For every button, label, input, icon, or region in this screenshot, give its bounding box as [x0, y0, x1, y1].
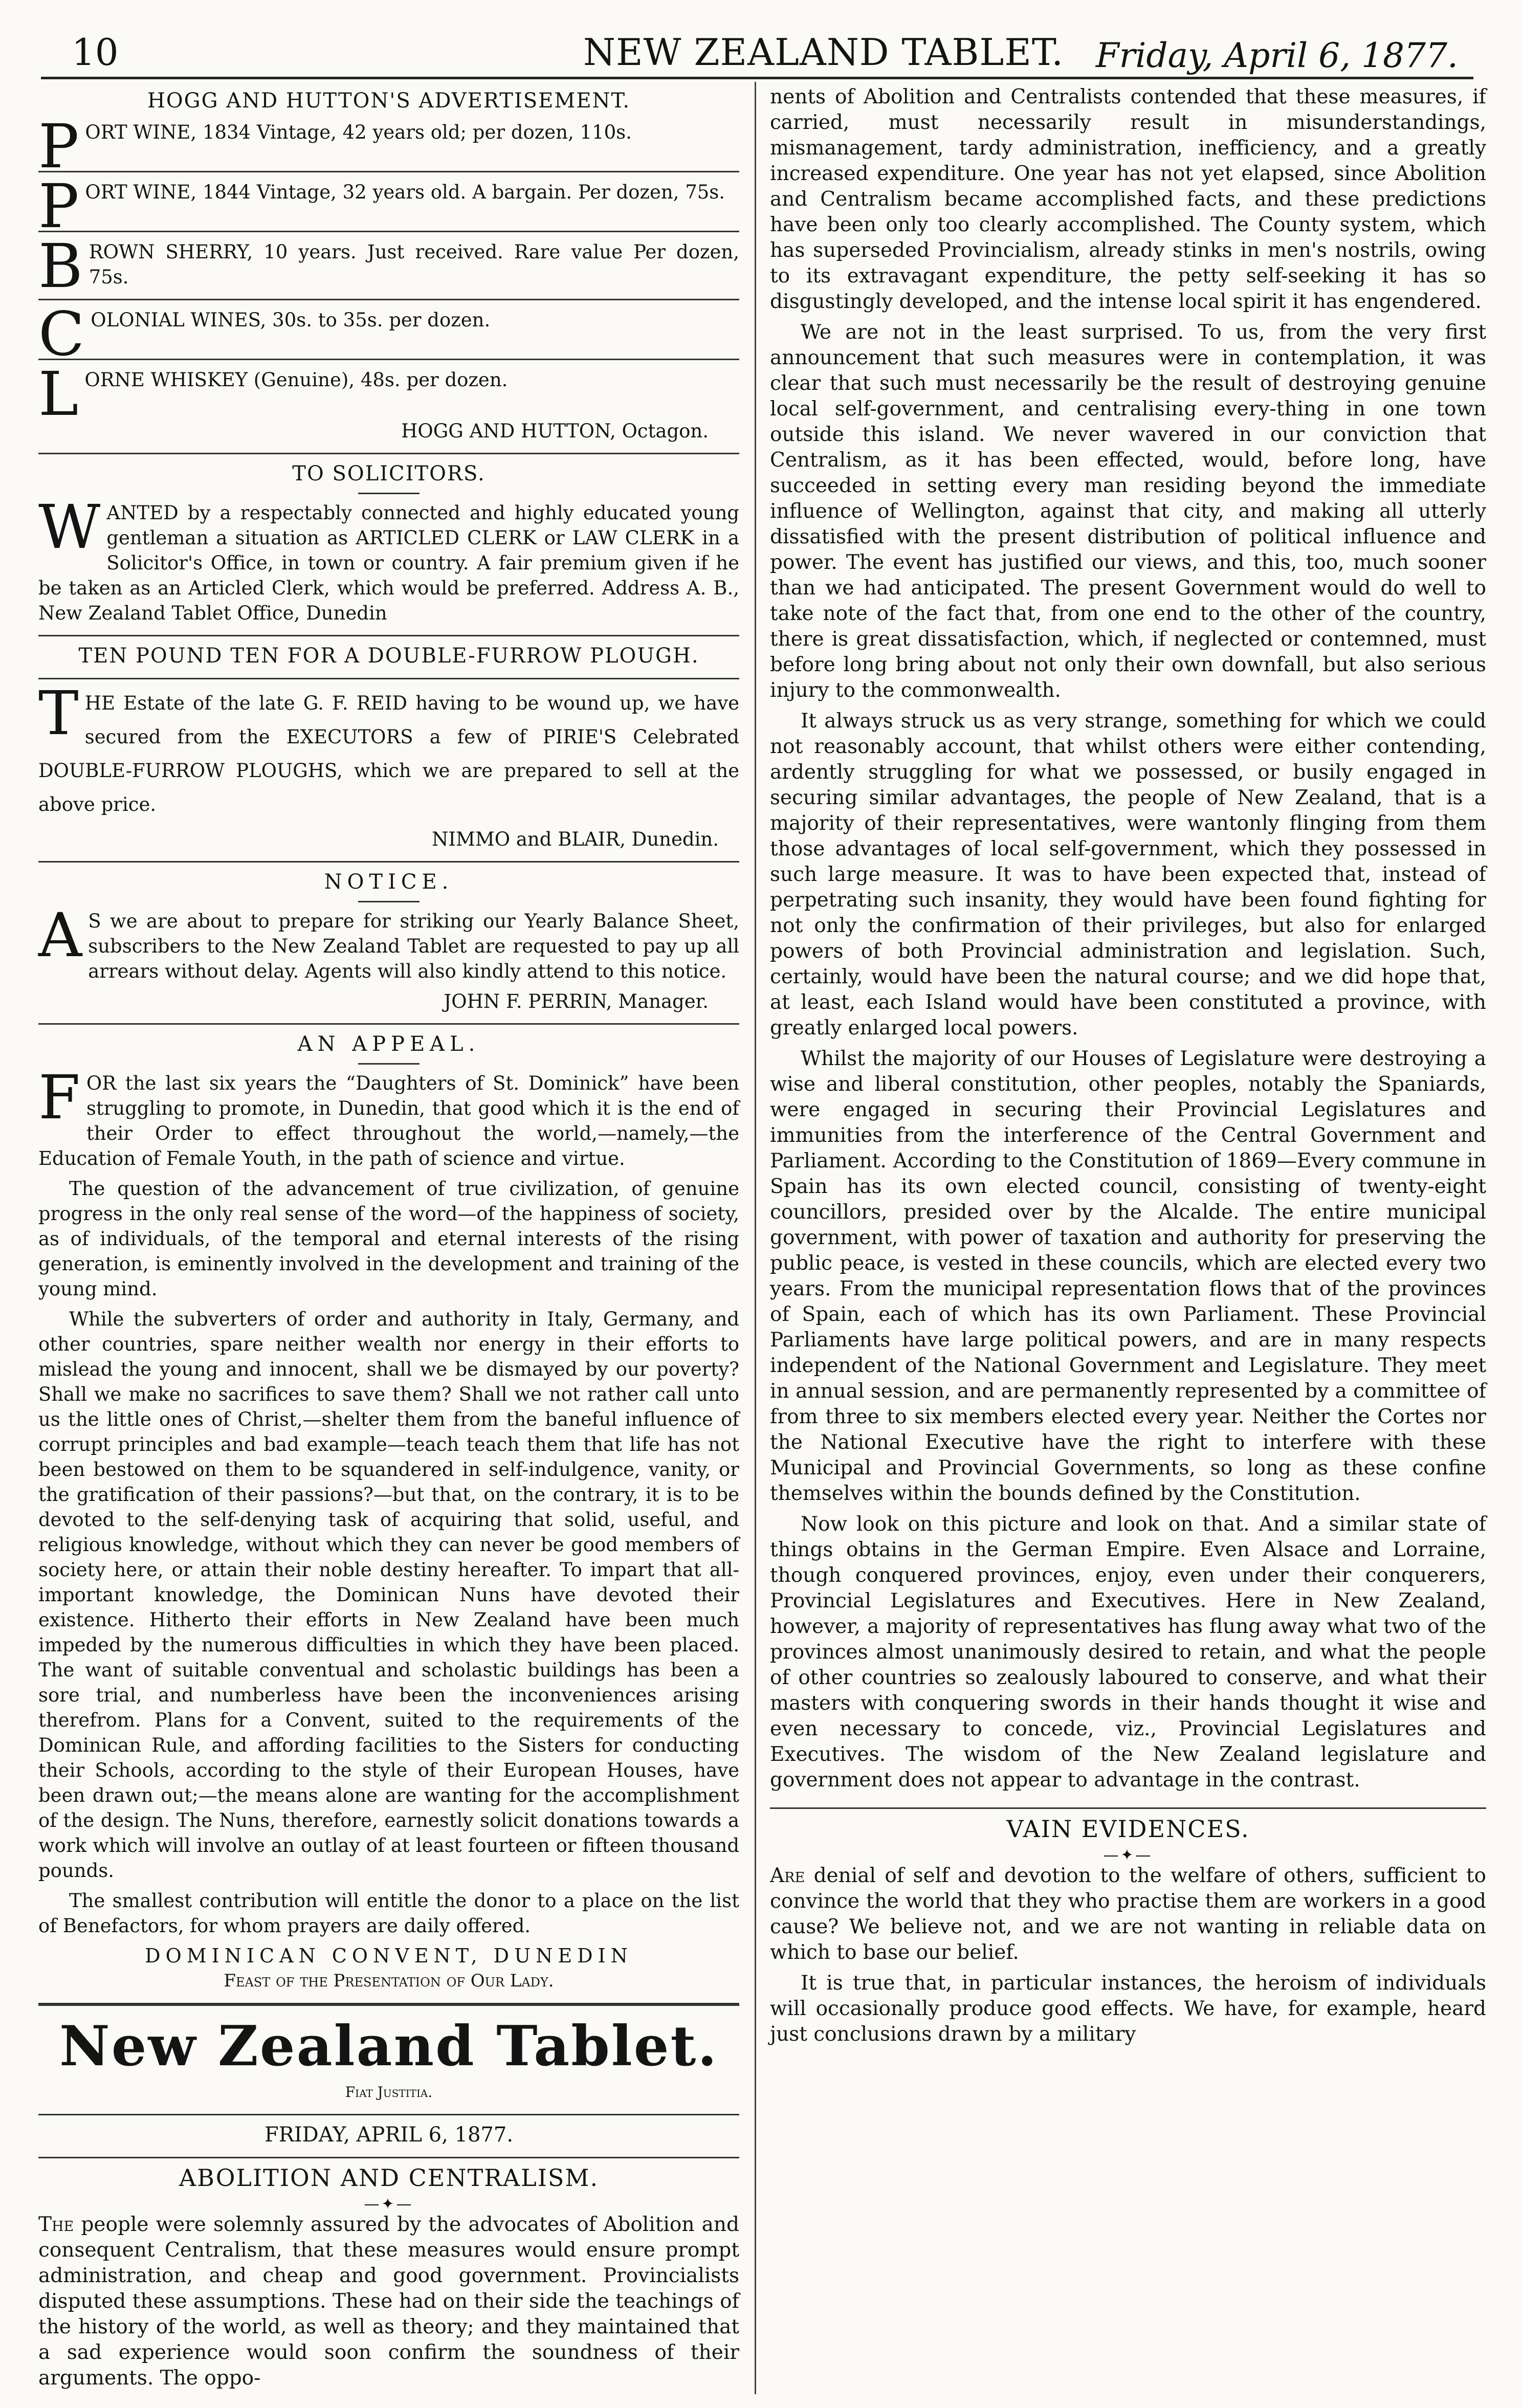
divider: [38, 861, 739, 863]
short-rule: [358, 493, 420, 494]
editorial-paragraph: We are not in the least surprised. To us, from the very first announcement that such measures were in contemplation, it was clear that such must necessarily be the result of destroying genuine local self-government, and centralising every-thing in one town outside this island. We never wavered in our conviction that Centralism, as it has been effected, would, before long, have succeeded in setting every man residing beyond the immediate influence of Wellington, against that city, and making all utterly dissatisfied with the present distribution of political influence and power. The event has justified our views, and this, too, much sooner than we had anticipated. The present Government would do well to take note of the fact that, from one end to the other of the country, there is great dissatisfaction, which, if neglected or contemned, must before long bring about not only their own downfall, but also serious injury to the commonwealth.: [770, 321, 1486, 702]
appeal-title: AN APPEAL.: [297, 1032, 480, 1056]
divider: [38, 1023, 739, 1025]
motto: Fiat Justitia.: [345, 2084, 433, 2101]
header-rule: [41, 77, 1473, 79]
divider: [38, 453, 739, 454]
appeal-signature: DOMINICAN CONVENT, DUNEDIN: [145, 1945, 633, 1967]
plough-ad: THE Estate of the late G. F. REID having to be wound up, we have secured from the EXECUTORS a few of PIRIE'S Celebrated DOUBLE-FURROW PLOUGHS, which we are prepared to sell at the above price.: [38, 678, 739, 815]
editorial-paragraph: nents of Abolition and Centralists contended that these measures, if carried, must necessarily result in misunderstandings, mismanagement, tardy administration, inefficiency, and a greatly increased expenditure. One year has not yet elapsed, since Abolition and Centralism became accomplished facts, and these predictions have been only too clearly accomplished. The County system, which has superseded Provincialism, already stinks in men's nostrils, owing to its extravagant expenditure, the petty self-seeking it has so disgustingly developed, and the intense local spirit it has engendered.: [770, 85, 1486, 313]
left-column: [38, 84, 739, 2396]
divider: [38, 2157, 739, 2158]
notice-title: NOTICE.: [324, 870, 454, 894]
editorial-title: ABOLITION AND CENTRALISM.: [179, 2164, 599, 2192]
wine-item: COLONIAL WINES, 30s. to 35s. per dozen.: [38, 299, 491, 369]
plough-signature: NIMMO and BLAIR, Dunedin.: [432, 828, 719, 850]
short-rule: [358, 1063, 420, 1065]
appeal-paragraph: While the subverters of order and authority in Italy, Germany, and other countries, spare neither wealth nor energy in their efforts to mislead the young and innocent, shall we be dismayed by our poverty? Shall we make no sacrifices to save them? Shall we not rather call unto us the little ones of Christ,—shelter them from the baneful influence of corrupt principles and bad example—teach teach them that life has not been bestowed on them to be squandered in self-indulgence, vanity, or the gratification of their passions?—but that, on the contrary, it is to be devoted to the self-denying task of acquiring that solid, useful, and religious knowledge, without which they can never be good members of society here, or attain their noble destiny hereafter. To impart that all-important knowledge, the Dominican Nuns have devoted their existence. Hitherto their efforts in New Zealand have been much impeded by the numerous difficulties in which they have been placed. The want of suitable conventual and scholastic buildings has been a sore trial, and numberless have been the inconveniences arising therefrom. Plans for a Convent, suited to the requirements of the Dominican Rule, and affording facilities to the Sisters for conducting their Schools, according to the style of their European Houses, have been drawn out;—the means alone are wanting for the accomplishment of the design. The Nuns, therefore, earnestly solicit donations towards a work which will involve an outlay of at least fourteen or fifteen thousand pounds.: [38, 1308, 739, 1882]
appeal-paragraph: FOR the last six years the “Daughters of St. Dominick” have been struggling to promote, in Dunedin, that good which it is the end of their Order to effect throughout the world,—namely,—the Education of Female Youth, in the path of science and virtue.: [38, 1062, 739, 1169]
hogg-signature: HOGG AND HUTTON, Octagon.: [401, 420, 709, 442]
divider: [38, 231, 739, 232]
divider: [38, 2114, 739, 2115]
divider: [38, 171, 739, 172]
editorial-paragraph: Now look on this picture and look on that. And a similar state of things obtains in the German Empire. Even Alsace and Lorraine, though conquered provinces, enjoy, even under their conquerers, Provincial Legislatures and Executives. Here in New Zealand, however, a majority of representatives has flung away what two of the provinces almost unanimously desired to retain, and what the people of other countries so zealously laboured to conserve, and what their masters with conquering swords in their hands thought it wise and even necessary to concede, viz., Provincial Legislatures and Executives. The wisdom of the New Zealand legislature and government does not appear to advantage in the contrast.: [770, 1513, 1486, 1792]
solicitors-title: TO SOLICITORS.: [292, 462, 486, 485]
column-separator: [755, 82, 756, 2394]
notice-signature: JOHN F. PERRIN, Manager.: [444, 990, 709, 1012]
plough-title: TEN POUND TEN FOR A DOUBLE-FURROW PLOUGH.: [78, 644, 699, 668]
wine-item: PORT WINE, 1844 Vintage, 32 years old. A bargain. Per dozen, 75s.: [38, 171, 725, 241]
divider: [770, 1807, 1486, 1809]
notice-text: A S we are about to prepare for striking our Yearly Balance Sheet, subscribers to the New Zealand Tablet are requested to pay up all arrears without delay. Agents will also kindly attend to this notice.: [38, 900, 739, 982]
divider: [38, 299, 739, 300]
issue-date-header: Friday, April 6, 1877.: [1095, 36, 1458, 75]
wine-item: LORNE WHISKEY (Genuine), 48s. per dozen.: [38, 359, 508, 429]
ornament: —✦—: [364, 2195, 414, 2213]
editorial-paragraph: The people were solemnly assured by the advocates of Abolition and consequent Centralism, that these measures would ensure prompt administration, and cheap and good government. Provincialists disputed these assumptions. These had on their side the teachings of the history of the world, as well as theory; and they maintained that a sad experience would soon confirm the soundness of their arguments. The oppo-: [38, 2213, 740, 2390]
page-number: 10: [72, 31, 119, 74]
newspaper-title: NEW ZEALAND TABLET.: [583, 31, 1064, 74]
solicitors-ad: WANTED by a respectably connected and highly educated young gentleman a situation as ARTICLED CLERK or LAW CLERK in a Solicitor's Office, in town or country. A fair premium given if he be taken as an Articled Clerk, which would be preferred. Address A. B., New Zealand Tablet Office, Dunedin: [38, 492, 739, 624]
vain-paragraph: Are denial of self and devotion to the welfare of others, sufficient to convince the world that they who practise them are workers in a good cause? We believe not, and we are not wanting in reliable data on which to base our belief.: [770, 1864, 1486, 1964]
divider: [38, 2003, 739, 2006]
vain-paragraph: It is true that, in particular instances, the heroism of individuals will occasionally produce good effects. We have, for example, heard just conclusions drawn by a military: [770, 1972, 1486, 2046]
vain-evidences-title: VAIN EVIDENCES.: [1006, 1815, 1250, 1843]
ornament: —✦—: [1103, 1846, 1153, 1864]
wine-item: BROWN SHERRY, 10 years. Just received. Rare value Per dozen, 75s.: [38, 231, 739, 301]
divider: [38, 635, 739, 636]
editorial-paragraph: Whilst the majority of our Houses of Legislature were destroying a wise and liberal constitution, other peoples, notably the Spaniards, were engaged in securing their Provincial Legislatures and immunities from the interference of the Central Government and Parliament. According to the Constitution of 1869—Every commune in Spain has its own elected council, consisting of twenty-eight councillors, presided over by the Alcalde. The entire municipal government, with power of taxation and authority for preserving the public peace, is vested in these councils, which are elected every two years. From the municipal representation flows that of the provinces of Spain, each of which has its own Parliament. These Provincial Parliaments have large political powers, and are in many respects independent of the National Government and Legislature. They meet in annual session, and are permanently represented by a committee of from three to six members elected every year. Neither the Cortes nor the National Executive have the right to interfere with these Municipal and Provincial Governments, so long as these confine themselves within the bounds defined by the Constitution.: [770, 1047, 1486, 1505]
hogg-advert-title: HOGG AND HUTTON'S ADVERTISEMENT.: [147, 89, 631, 113]
editorial-paragraph: It always struck us as very strange, something for which we could not reasonably account, that whilst others were either contending, ardently struggling for what we possessed, or busily engaged in securing similar advantages, the people of New Zealand, that is a majority of their representatives, were wantonly flinging from them those advantages of local self-government, which they possessed in such large measure. It was to have been expected that, instead of perpetrating such insanity, they would have been found fighting for not only the confirmation of their privileges, but also for enlarged powers of both Provincial administration and legislation. Such, certainly, would have been the natural course; and we did hope that, at least, each Island would have been constituted a province, with greatly enlarged local powers.: [770, 710, 1486, 1040]
appeal-paragraph: The question of the advancement of true civilization, of genuine progress in the only real sense of the word—of the happiness of society, as of individuals, of the temporal and eternal interests of the rising generation, is eminently involved in the development and training of the young mind.: [38, 1178, 739, 1300]
divider: [38, 359, 739, 360]
wine-item: PORT WINE, 1834 Vintage, 42 years old; per dozen, 110s.: [38, 111, 632, 182]
appeal-feast-line: Feast of the Presentation of Our Lady.: [224, 1971, 554, 1991]
short-rule: [358, 901, 420, 902]
right-column: [770, 84, 1486, 2052]
issue-date: FRIDAY, APRIL 6, 1877.: [264, 2123, 514, 2147]
masthead: New Zealand Tablet.: [59, 2014, 718, 2079]
appeal-paragraph: The smallest contribution will entitle the donor to a place on the list of Benefactors, for whom prayers are daily offered.: [38, 1890, 739, 1937]
divider: [38, 678, 739, 679]
